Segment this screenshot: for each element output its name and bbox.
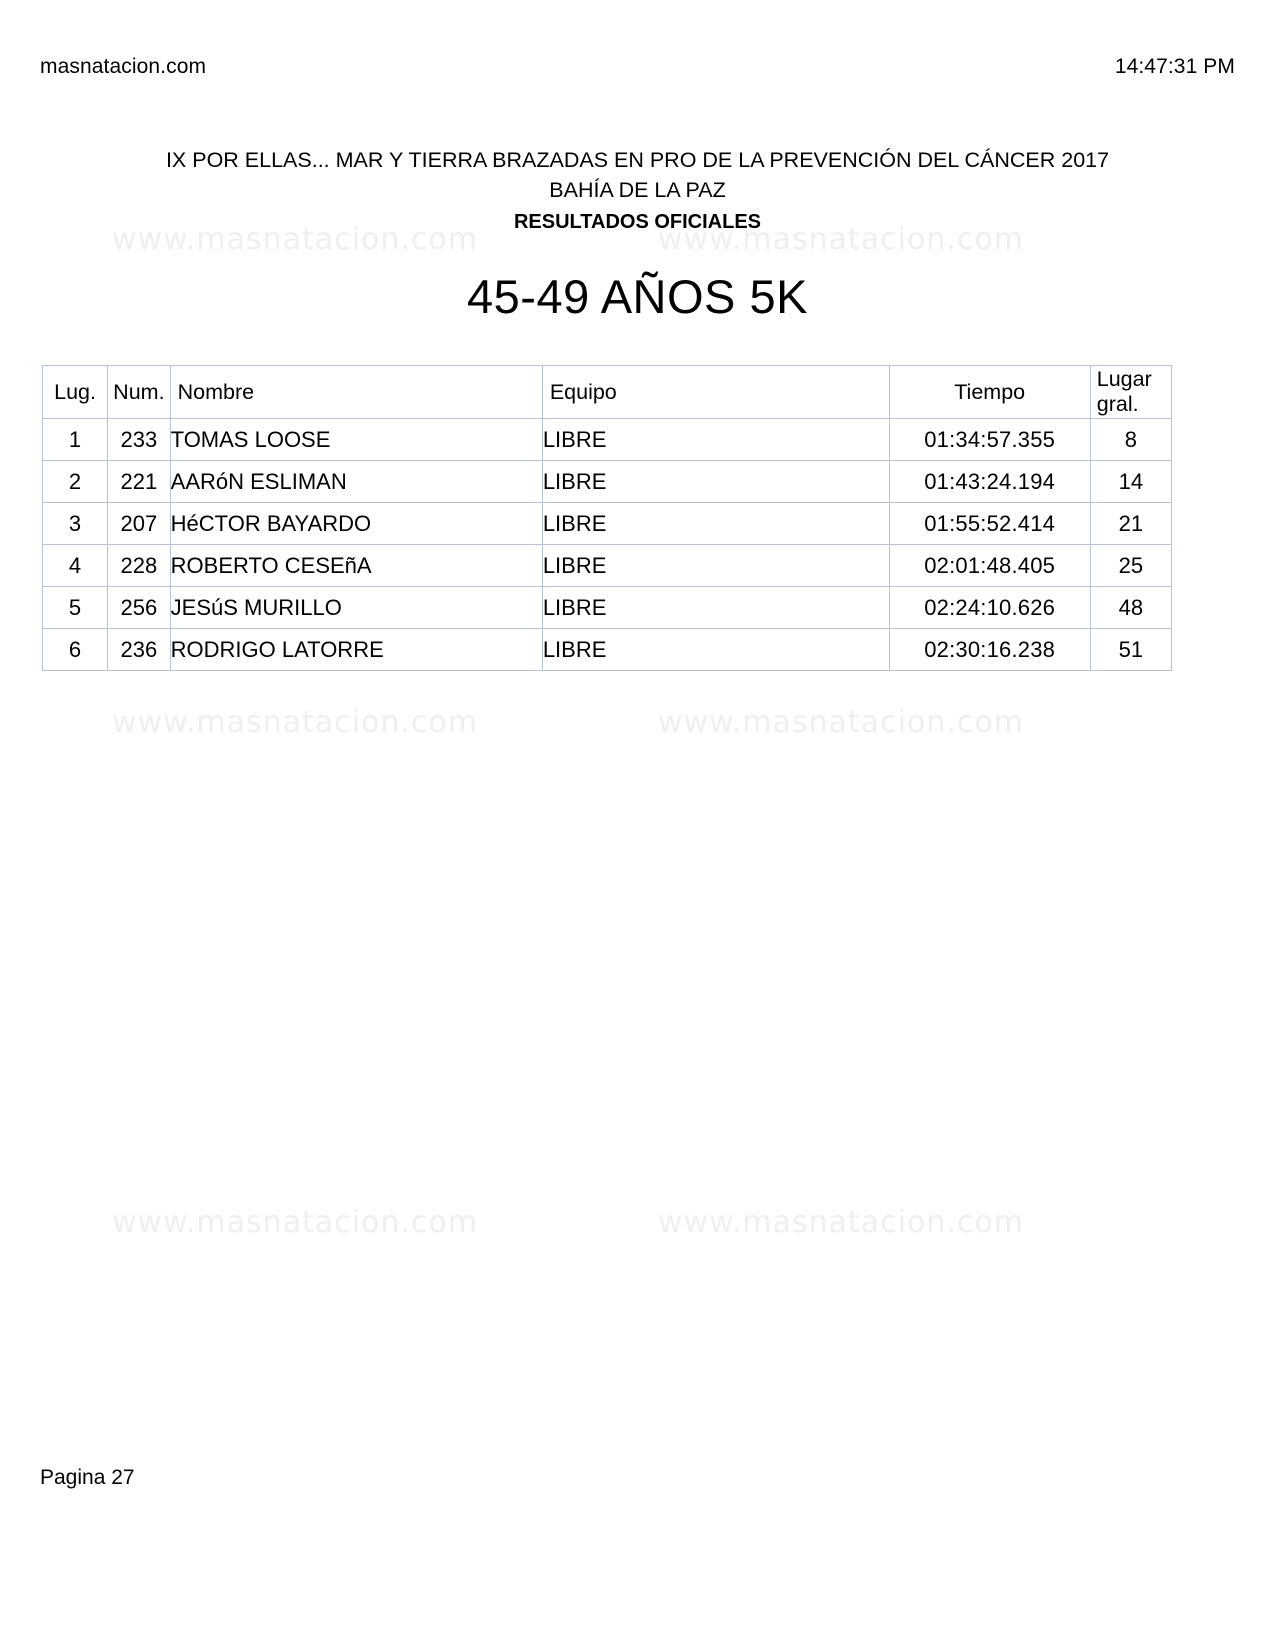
cell-equipo: LIBRE	[542, 587, 889, 629]
cell-equipo: LIBRE	[542, 503, 889, 545]
cell-numero: 207	[108, 503, 171, 545]
cell-lugar: 2	[43, 461, 108, 503]
cell-numero: 228	[108, 545, 171, 587]
page-header	[40, 55, 1235, 79]
column-header-nombre: Nombre	[170, 366, 542, 419]
table-row	[43, 461, 1172, 503]
results-table	[42, 365, 1172, 671]
cell-lugar-general: 21	[1090, 503, 1171, 545]
watermark: www.masnatacion.com	[658, 222, 1024, 257]
cell-numero: 233	[108, 419, 171, 461]
cell-equipo: LIBRE	[542, 545, 889, 587]
table-body	[43, 419, 1172, 671]
cell-equipo: LIBRE	[542, 629, 889, 671]
column-header-tiempo: Tiempo	[889, 366, 1090, 419]
table-row	[43, 587, 1172, 629]
cell-nombre: HéCTOR BAYARDO	[170, 503, 542, 545]
cell-lugar: 4	[43, 545, 108, 587]
cell-tiempo: 01:43:24.194	[889, 461, 1090, 503]
cell-numero: 221	[108, 461, 171, 503]
cell-lugar: 5	[43, 587, 108, 629]
cell-nombre: TOMAS LOOSE	[170, 419, 542, 461]
lugar-general-line1: Lugar	[1096, 367, 1152, 391]
cell-tiempo: 02:24:10.626	[889, 587, 1090, 629]
event-title: IX POR ELLAS... MAR Y TIERRA BRAZADAS EN PRO DE LA PREVENCIÓN DEL CÁNCER 2017	[165, 148, 1110, 172]
watermark: www.masnatacion.com	[112, 222, 478, 257]
cell-lugar-general: 8	[1090, 419, 1171, 461]
cell-equipo: LIBRE	[542, 419, 889, 461]
cell-lugar-general: 48	[1090, 587, 1171, 629]
cell-lugar: 3	[43, 503, 108, 545]
cell-lugar-general: 14	[1090, 461, 1171, 503]
table-header	[43, 366, 1172, 419]
cell-nombre: JESúS MURILLO	[170, 587, 542, 629]
page-number: Pagina 27	[40, 1466, 135, 1489]
timestamp: 14:47:31 PM	[1114, 55, 1235, 78]
table-row	[43, 629, 1172, 671]
cell-tiempo: 02:30:16.238	[889, 629, 1090, 671]
results-table-container	[42, 365, 1172, 671]
table-row	[43, 419, 1172, 461]
table-header-row	[43, 366, 1172, 419]
results-label: RESULTADOS OFICIALES	[513, 211, 762, 233]
cell-lugar: 6	[43, 629, 108, 671]
cell-numero: 236	[108, 629, 171, 671]
column-header-lugar-general	[1090, 366, 1171, 419]
event-location: BAHÍA DE LA PAZ	[549, 178, 726, 202]
watermark: www.masnatacion.com	[658, 1205, 1024, 1240]
site-name: masnatacion.com	[40, 55, 207, 78]
cell-lugar-general: 25	[1090, 545, 1171, 587]
cell-tiempo: 01:34:57.355	[889, 419, 1090, 461]
cell-tiempo: 02:01:48.405	[889, 545, 1090, 587]
cell-equipo: LIBRE	[542, 461, 889, 503]
cell-numero: 256	[108, 587, 171, 629]
category-heading: 45-49 AÑOS 5K	[467, 270, 808, 323]
watermark: www.masnatacion.com	[112, 1205, 478, 1240]
cell-lugar-general: 51	[1090, 629, 1171, 671]
title-block	[40, 145, 1235, 237]
column-header-numero: Num.	[108, 366, 171, 419]
column-header-lugar: Lug.	[43, 366, 108, 419]
cell-nombre: RODRIGO LATORRE	[170, 629, 542, 671]
cell-nombre: ROBERTO CESEñA	[170, 545, 542, 587]
cell-nombre: AARóN ESLIMAN	[170, 461, 542, 503]
watermark: www.masnatacion.com	[112, 705, 478, 740]
column-header-equipo: Equipo	[542, 366, 889, 419]
watermark: www.masnatacion.com	[658, 705, 1024, 740]
table-row	[43, 545, 1172, 587]
cell-tiempo: 01:55:52.414	[889, 503, 1090, 545]
table-row	[43, 503, 1172, 545]
lugar-general-line2: gral.	[1096, 392, 1139, 416]
cell-lugar: 1	[43, 419, 108, 461]
